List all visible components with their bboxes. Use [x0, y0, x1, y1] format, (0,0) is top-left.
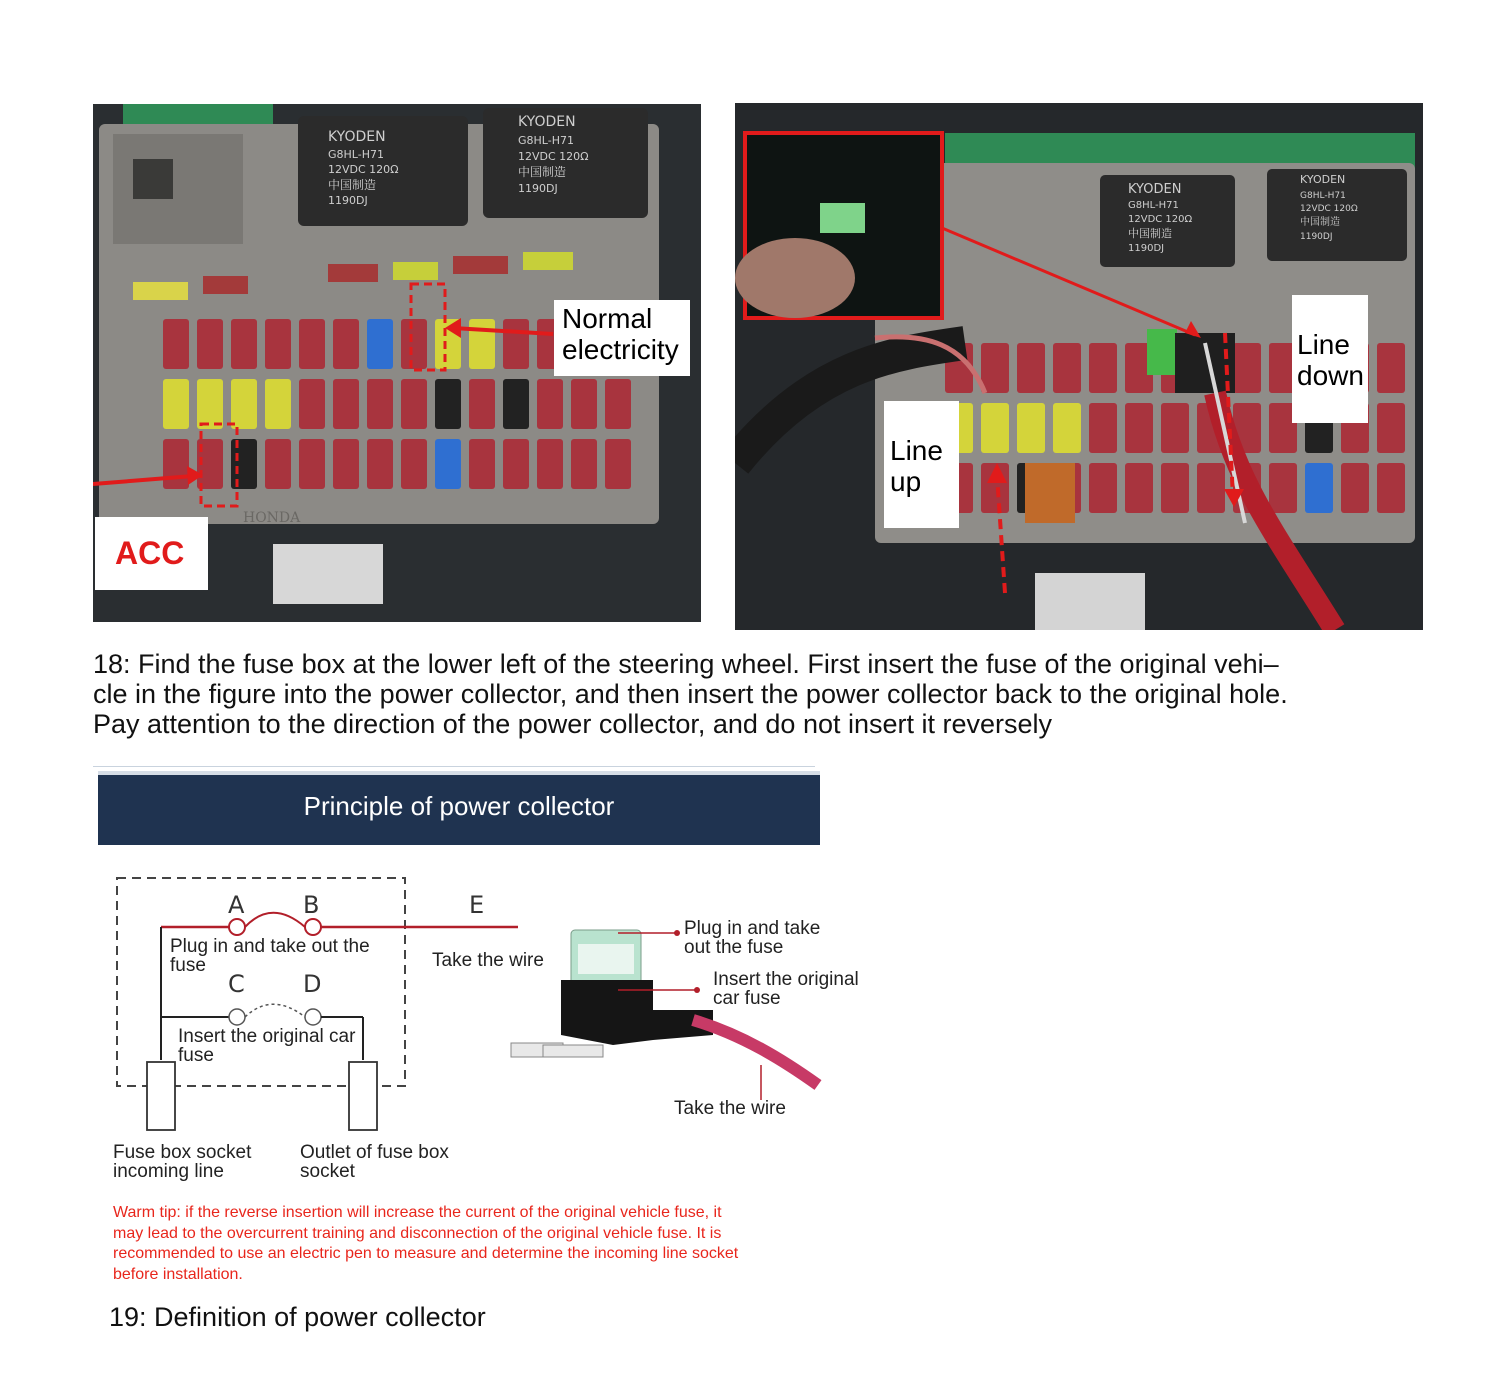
fuse-blade: [231, 379, 257, 429]
label-take-wire: Take the wire: [432, 950, 544, 971]
box-brand: HONDA: [243, 510, 301, 526]
relay-rating-2: 12VDC 120Ω: [518, 150, 589, 163]
fuse-blade: [1197, 463, 1225, 513]
fuse-blade: [503, 319, 529, 369]
label-down-line2: down: [1297, 360, 1364, 391]
fuse-blade: [299, 379, 325, 429]
caption18-line2: cle in the figure into the power collector, and then insert the power collector back to the original hole.: [93, 679, 1288, 709]
fuse-blade: [503, 439, 529, 489]
caption18-line1: 18: Find the fuse box at the lower left of the steering wheel. First insert the fuse of the original vehi–: [93, 649, 1279, 679]
label-up-line2: up: [890, 466, 922, 497]
right-plug-line2: out the fuse: [684, 937, 784, 958]
fuse-blade: [163, 319, 189, 369]
fuse-blade: [605, 379, 631, 429]
plug-fuse-line2: fuse: [170, 955, 206, 976]
relay-brand-2: KYODEN: [518, 114, 576, 130]
fuse-blade: [333, 319, 359, 369]
diagram-title-banner: Principle of power collector: [98, 771, 820, 845]
letter-a: A: [228, 891, 245, 919]
fuse-blade: [1089, 403, 1117, 453]
relay-rating-r2: 12VDC 120Ω: [1300, 204, 1358, 214]
caption-step-19: 19: Definition of power collector: [109, 1302, 486, 1332]
fuse-blade: [1161, 403, 1189, 453]
fuse-blade: [299, 439, 325, 489]
label-normal-electricity: [554, 300, 690, 376]
fuse-blade: [503, 379, 529, 429]
fuse-blade: [1089, 343, 1117, 393]
fuse-blade: [1053, 403, 1081, 453]
diagram-top-rule: [93, 766, 815, 767]
fuse-blade: [1161, 463, 1189, 513]
fuse-blade: [1377, 463, 1405, 513]
fuse-blade: [265, 319, 291, 369]
relay-rating: 12VDC 120Ω: [328, 163, 399, 176]
fuse-blade: [1377, 403, 1405, 453]
fuse-blade: [469, 379, 495, 429]
fuse-blade: [571, 379, 597, 429]
insert-fuse-line2: fuse: [178, 1045, 214, 1066]
fuse-blade: [299, 319, 325, 369]
fuse-blade: [1089, 463, 1117, 513]
fuse-blade: [469, 439, 495, 489]
relay-model-r: G8HL-H71: [1128, 200, 1179, 211]
right-plug-line1: Plug in and take: [684, 918, 821, 939]
label-right-plug: [684, 919, 864, 957]
letter-e: E: [469, 891, 485, 919]
outlet-line1: Outlet of fuse box: [300, 1142, 449, 1163]
letter-b: B: [303, 891, 320, 919]
fuse-blade: [1269, 463, 1297, 513]
fuse-box-photo-left: [93, 104, 701, 622]
fuse-blade: [469, 319, 495, 369]
right-insert-line2: car fuse: [713, 988, 781, 1009]
fuse-blade: [571, 439, 597, 489]
fuse-blade: [367, 379, 393, 429]
caption-step-18: [93, 649, 1453, 739]
fuse-blade: [1305, 463, 1333, 513]
outlet-line2: socket: [300, 1161, 355, 1182]
label-normal-line2: electricity: [562, 334, 679, 365]
fuse-blade: [265, 439, 291, 489]
relay-code-r2: 1190DJ: [1300, 232, 1333, 242]
relay-brand-r2: KYODEN: [1300, 173, 1346, 186]
socket-in-line2: incoming line: [113, 1161, 224, 1182]
fuse-blade: [1125, 403, 1153, 453]
label-outlet-socket: [300, 1143, 490, 1181]
warn-line2: may lead to the overcurrent training and disconnection of the original vehicle fuse. It is: [113, 1224, 722, 1242]
fuse-blade: [1125, 463, 1153, 513]
relay-origin: 中国制造: [328, 178, 377, 192]
relay-model-2: G8HL-H71: [518, 134, 574, 147]
fuse-blade: [1341, 463, 1369, 513]
fuse-blade: [197, 319, 223, 369]
relay-brand-r: KYODEN: [1128, 182, 1182, 197]
label-down-line1: Line: [1297, 329, 1350, 360]
fuse-blade: [197, 379, 223, 429]
relay-origin-r: 中国制造: [1128, 227, 1172, 240]
right-insert-line1: Insert the original: [713, 969, 859, 990]
letter-c: C: [228, 970, 245, 998]
label-line-up: [884, 401, 959, 528]
fuse-blade: [401, 379, 427, 429]
fuse-blade: [401, 439, 427, 489]
fuse-blade: [981, 403, 1009, 453]
plug-fuse-line1: Plug in and take out the: [170, 936, 370, 957]
fuse-blade: [1017, 403, 1045, 453]
fuse-blade: [231, 319, 257, 369]
relay-code-2: 1190DJ: [518, 182, 558, 195]
fuse-blade: [1017, 343, 1045, 393]
socket-in-line1: Fuse box socket: [113, 1142, 252, 1163]
fuse-blade: [163, 439, 189, 489]
fuse-blade: [1377, 343, 1405, 393]
caption18-line3: Pay attention to the direction of the power collector, and do not insert it reversely: [93, 709, 1053, 739]
relay-origin-2: 中国制造: [518, 165, 567, 179]
label-acc: ACC: [95, 517, 208, 590]
warn-line3: recommended to use an electric pen to measure and determine the incoming line socket: [113, 1245, 739, 1262]
fuse-blade: [537, 379, 563, 429]
fuse-blade: [163, 379, 189, 429]
insert-fuse-line1: Insert the original car: [178, 1026, 356, 1047]
label-plug-take-fuse: [170, 937, 410, 975]
relay-brand: KYODEN: [328, 129, 386, 145]
label-right-take-wire: Take the wire: [674, 1098, 786, 1119]
fuse-blade: [231, 439, 257, 489]
fuse-blade: [333, 379, 359, 429]
fuse-blade: [435, 439, 461, 489]
fuse-blade: [333, 439, 359, 489]
label-right-insert: [713, 970, 883, 1008]
relay-code-r: 1190DJ: [1128, 243, 1165, 254]
relay-origin-r2: 中国制造: [1300, 217, 1340, 228]
warm-tip: [113, 1203, 833, 1285]
relay-rating-r: 12VDC 120Ω: [1128, 214, 1193, 225]
fuse-blade: [401, 319, 427, 369]
fuse-blade: [1053, 343, 1081, 393]
relay-model-r2: G8HL-H71: [1300, 191, 1346, 201]
label-normal-line1: Normal: [562, 303, 653, 334]
label-fuse-box-socket: [113, 1143, 293, 1181]
fuse-blade: [367, 439, 393, 489]
label-insert-original-fuse: [178, 1027, 398, 1065]
fuse-blade: [435, 379, 461, 429]
relay-code: 1190DJ: [328, 194, 368, 207]
fuse-blade: [981, 343, 1009, 393]
fuse-blade: [1233, 343, 1261, 393]
fuse-blade: [265, 379, 291, 429]
fuse-blade: [537, 439, 563, 489]
relay-model: G8HL-H71: [328, 148, 384, 161]
warn-line1: Warm tip: if the reverse insertion will increase the current of the original vehicle fuse, it: [113, 1204, 722, 1221]
fuse-box-photo-right: [735, 103, 1423, 630]
fuse-blade: [367, 319, 393, 369]
label-up-line1: Line: [890, 435, 943, 466]
letter-d: D: [303, 970, 322, 998]
label-line-down: [1292, 295, 1368, 423]
warn-line4: before installation.: [113, 1265, 243, 1283]
fuse-blade: [605, 439, 631, 489]
